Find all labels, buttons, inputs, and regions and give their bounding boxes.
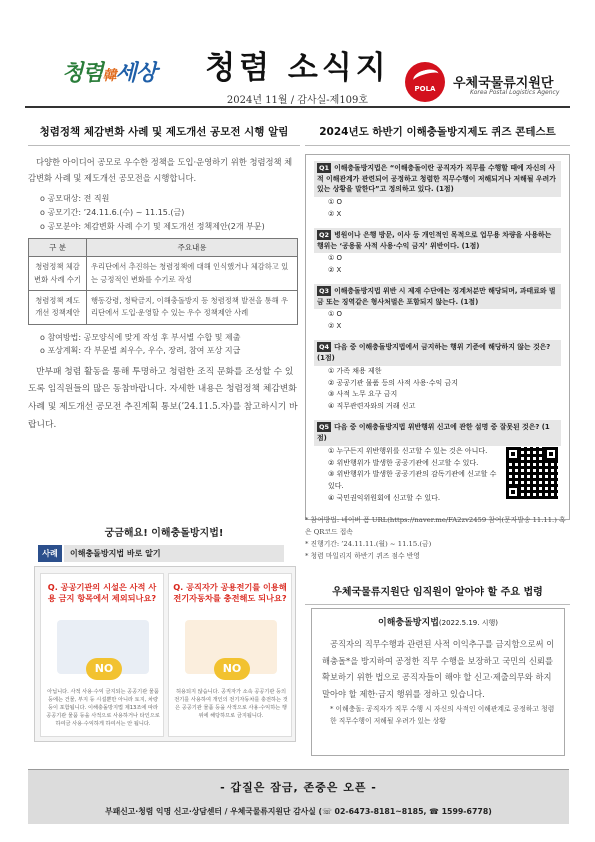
table-row bbox=[29, 257, 298, 291]
no-badge: NO bbox=[214, 658, 250, 680]
header bbox=[0, 0, 595, 118]
newsletter-title: 청렴 소식지 bbox=[205, 50, 390, 86]
table-cell-value: 우리단에서 추진하는 청렴정책에 대해 인식했거나 체감하고 있는 긍정적인 변화를 수기로 작성 bbox=[87, 257, 298, 291]
quiz-option[interactable]: ① 누구든지 위반행위를 신고할 수 있는 것은 아니다. bbox=[328, 446, 488, 455]
contest-section-title: 청렴정책 체감변화 사례 및 제도개선 공모전 시행 알림 bbox=[28, 118, 300, 146]
quiz-number: Q5 bbox=[319, 423, 330, 432]
table-cell-key: 청렴정책 체감변화 사례 수기 bbox=[29, 257, 87, 291]
quiz-number: Q3 bbox=[319, 287, 330, 296]
qr-code-icon[interactable] bbox=[506, 447, 558, 499]
table-cell-value: 행동강령, 청탁금지, 이해충돌방지 등 청렴정책 발전을 통해 우리단에서 도입·운영할 수 있는 우수 정책제안 사례 bbox=[87, 290, 298, 324]
org-name: 우체국물류지원단 bbox=[453, 76, 554, 91]
law-heading: 이해충돌방지법(2022.5.19. 시행) bbox=[378, 618, 498, 628]
law-box bbox=[311, 608, 565, 756]
case-tab-row bbox=[28, 545, 300, 562]
quiz-number: Q4 bbox=[319, 343, 330, 352]
quiz-number: Q2 bbox=[319, 230, 330, 239]
note-period: * 진행기간: ’24.11.11.(월) ~ 11.15.(금) bbox=[305, 539, 432, 548]
table-header-content: 주요내용 bbox=[87, 239, 298, 257]
case-answer: 허용되지 않습니다. 공직자가 소속 공공기관 등의 전기를 사용하여 개인의 전기자동차를 충전하는 것은 공공기관 물품 등을 사적으로 사용·수익하는 행위에 해당하므로 금지됩니다. bbox=[174, 689, 288, 720]
case-card bbox=[40, 573, 164, 737]
contest-intro: 다양한 아이디어 공모로 우수한 정책을 도입·운영하기 위한 청렴정책 체감변화 사례 및 제도개선 공모전을 시행합니다. bbox=[28, 157, 293, 184]
law-body: 공직자의 직무수행과 관련된 사적 이익추구를 금지함으로써 이해충돌*을 방지하여 공정한 직무 수행을 보장하고 국민의 신뢰를 확보하기 위한 법으로 공직자들이 해야 할 신고·제출의무와 하지말아야 할 제한·금지 행위를 정하고 있습니다. bbox=[322, 639, 555, 699]
law-note: * 이해충돌: 공직자가 직무 수행 시 자신의 사적인 이해관계로 공정하고 청렴한 직무수행이 저해될 우려가 있는 상황 bbox=[330, 705, 555, 726]
case-answer: 아닙니다. 사적 사용·수익 금지되는 공공기관 물품 등에는 건물, 부지 등 시설뿐만 아니라 토지, 차량 등이 포함됩니다. 이해충돌방지법 제13조에 따라 공공기관 물품 등을 사적으로 사용하거나 타인으로 하여금 사용·수익하게 하여서는 안 됩니다. bbox=[46, 689, 160, 728]
quiz-option[interactable]: ② 공공기관 물품 등의 사적 사용·수익 금지 bbox=[328, 378, 459, 387]
contest-table bbox=[28, 238, 298, 325]
table-row bbox=[29, 290, 298, 324]
quiz-option[interactable]: ② X bbox=[328, 210, 342, 218]
quiz-question: 다음 중 이해충돌방지법에서 금지하는 행위 기준에 해당하지 않는 것은? (1점) bbox=[317, 343, 551, 362]
quiz-option[interactable]: ③ 위반행위가 발생한 공공기관의 감독기관에 신고할 수 있다. bbox=[328, 470, 497, 491]
quiz-option[interactable]: ④ 국민권익위원회에 신고할 수 있다. bbox=[328, 494, 441, 503]
contest-closing: 반부패 청렴 활동을 통해 투명하고 청렴한 조직 문화를 조성할 수 있도록 임직원들의 많은 동참바랍니다. 자세한 내용은 청렴정책 체감변화 사례 및 제도개선 공모전 추진계획 통보(’24.11.5.자)를 참고하시기 바랍니다. bbox=[28, 366, 298, 430]
law-section-title: 우체국물류지원단 임직원이 알아야 할 주요 법령 bbox=[305, 583, 570, 605]
footer bbox=[28, 769, 569, 824]
issue-subtitle: 2024년 11월 / 감사실-제109호 bbox=[226, 95, 369, 106]
header-rule bbox=[25, 106, 570, 108]
quiz-option[interactable]: ② X bbox=[328, 322, 342, 331]
bullet-reward: o 포상계획: 각 부문별 최우수, 우수, 장려, 참여 포상 지급 bbox=[40, 344, 300, 358]
quiz-question: 병원이나 은행 방문, 이사 등 개인적인 목적으로 업무용 차량을 사용하는 행위는 ‘공용물 사적 사용·수익 금지’ 위반이다. (1점) bbox=[317, 230, 552, 250]
quiz-option[interactable]: ① O bbox=[328, 198, 343, 207]
case-tab-label: 이해충돌방지법 바로 알기 bbox=[64, 545, 284, 562]
note-method: * 참여방법: 네이버 폼 URL(https://naver.me/FA2zv2459 참여(문자발송 11.11.) 혹은 QR코드 접속 bbox=[305, 516, 566, 536]
quiz-item bbox=[314, 284, 561, 333]
no-badge: NO bbox=[86, 658, 122, 680]
quiz-question: 다음 중 이해충돌방지법 위반행위 신고에 관한 설명 중 잘못된 것은? (1점) bbox=[317, 423, 550, 442]
curious-title: 궁금해요! 이해충돌방지법! bbox=[104, 528, 224, 539]
note-mileage: * 청렴 마일리지 하반기 퀴즈 점수 반영 bbox=[305, 551, 420, 560]
quiz-option[interactable]: ① 가족 채용 제한 bbox=[328, 366, 382, 375]
pola-logo-icon: POLA bbox=[405, 62, 445, 102]
quiz-item bbox=[314, 340, 561, 413]
quiz-option[interactable]: ④ 직무관련자와의 거래 신고 bbox=[328, 402, 416, 411]
cheongryeom-logo: 청렴韓세상 bbox=[62, 60, 157, 86]
case-cards bbox=[34, 566, 296, 742]
table-header-category: 구 분 bbox=[29, 239, 87, 257]
quiz-option[interactable]: ① O bbox=[328, 310, 343, 319]
quiz-option[interactable]: ② X bbox=[328, 266, 342, 275]
org-english-name: Korea Postal Logistics Agency bbox=[470, 89, 560, 96]
bullet-field: o 공모분야: 체감변화 사례 수기 및 제도개선 정책제안(2개 부문) bbox=[40, 220, 300, 234]
quiz-section-title: 2024년도 하반기 이해충돌방지제도 퀴즈 콘테스트 bbox=[305, 118, 570, 146]
table-cell-key: 청렴정책 제도개선 정책제안 bbox=[29, 290, 87, 324]
quiz-item bbox=[314, 228, 561, 277]
bullet-period: o 공모기간: ’24.11.6.(수) ~ 11.15.(금) bbox=[40, 206, 300, 220]
bullet-method: o 참여방법: 공모양식에 맞게 작성 후 부서별 수합 및 제출 bbox=[40, 331, 300, 345]
quiz-notes bbox=[305, 515, 570, 563]
footer-slogan: - 갑질은 잠금, 존중은 오픈 - bbox=[220, 781, 377, 794]
case-question: Q. 공직자가 공용전기를 이용해 전기자동차를 충전해도 되나요? bbox=[173, 582, 287, 604]
quiz-item bbox=[314, 161, 561, 221]
footer-contact: 부패신고·청렴 익명 신고·상담센터 / 우체국물류지원단 감사실 (☏ 02-6473-8181~8185, ☎ 1599-6778) bbox=[105, 807, 492, 816]
quiz-question: 이해충돌방지법 위반 시 제재 수단에는 징계처분만 해당되며, 과태료와 벌금 또는 징역같은 형사처벌은 포함되지 않는다. (1점) bbox=[317, 287, 556, 306]
quiz-question: 이해충돌방지법은 “이해충돌이란 공직자가 직무를 수행할 때에 자신의 사적 이해관계가 관련되어 공정하고 청렴한 직무수행이 저해되거나 저해될 우려가 있는 상황을 말한다”고 정의하고 있다. (1점) bbox=[317, 164, 556, 194]
bullet-target: o 공모대상: 전 직원 bbox=[40, 192, 300, 206]
quiz-option[interactable]: ① O bbox=[328, 254, 343, 263]
case-card bbox=[168, 573, 292, 737]
quiz-option[interactable]: ② 위반행위가 발생한 공공기관에 신고할 수 있다. bbox=[328, 458, 479, 467]
quiz-number: Q1 bbox=[319, 164, 330, 172]
quiz-option[interactable]: ③ 사적 노무 요구 금지 bbox=[328, 390, 398, 399]
case-question: Q. 공공기관의 시설은 사적 사용 금지 항목에서 제외되나요? bbox=[47, 582, 157, 604]
case-tag: 사례 bbox=[38, 545, 62, 562]
left-column bbox=[28, 118, 300, 434]
